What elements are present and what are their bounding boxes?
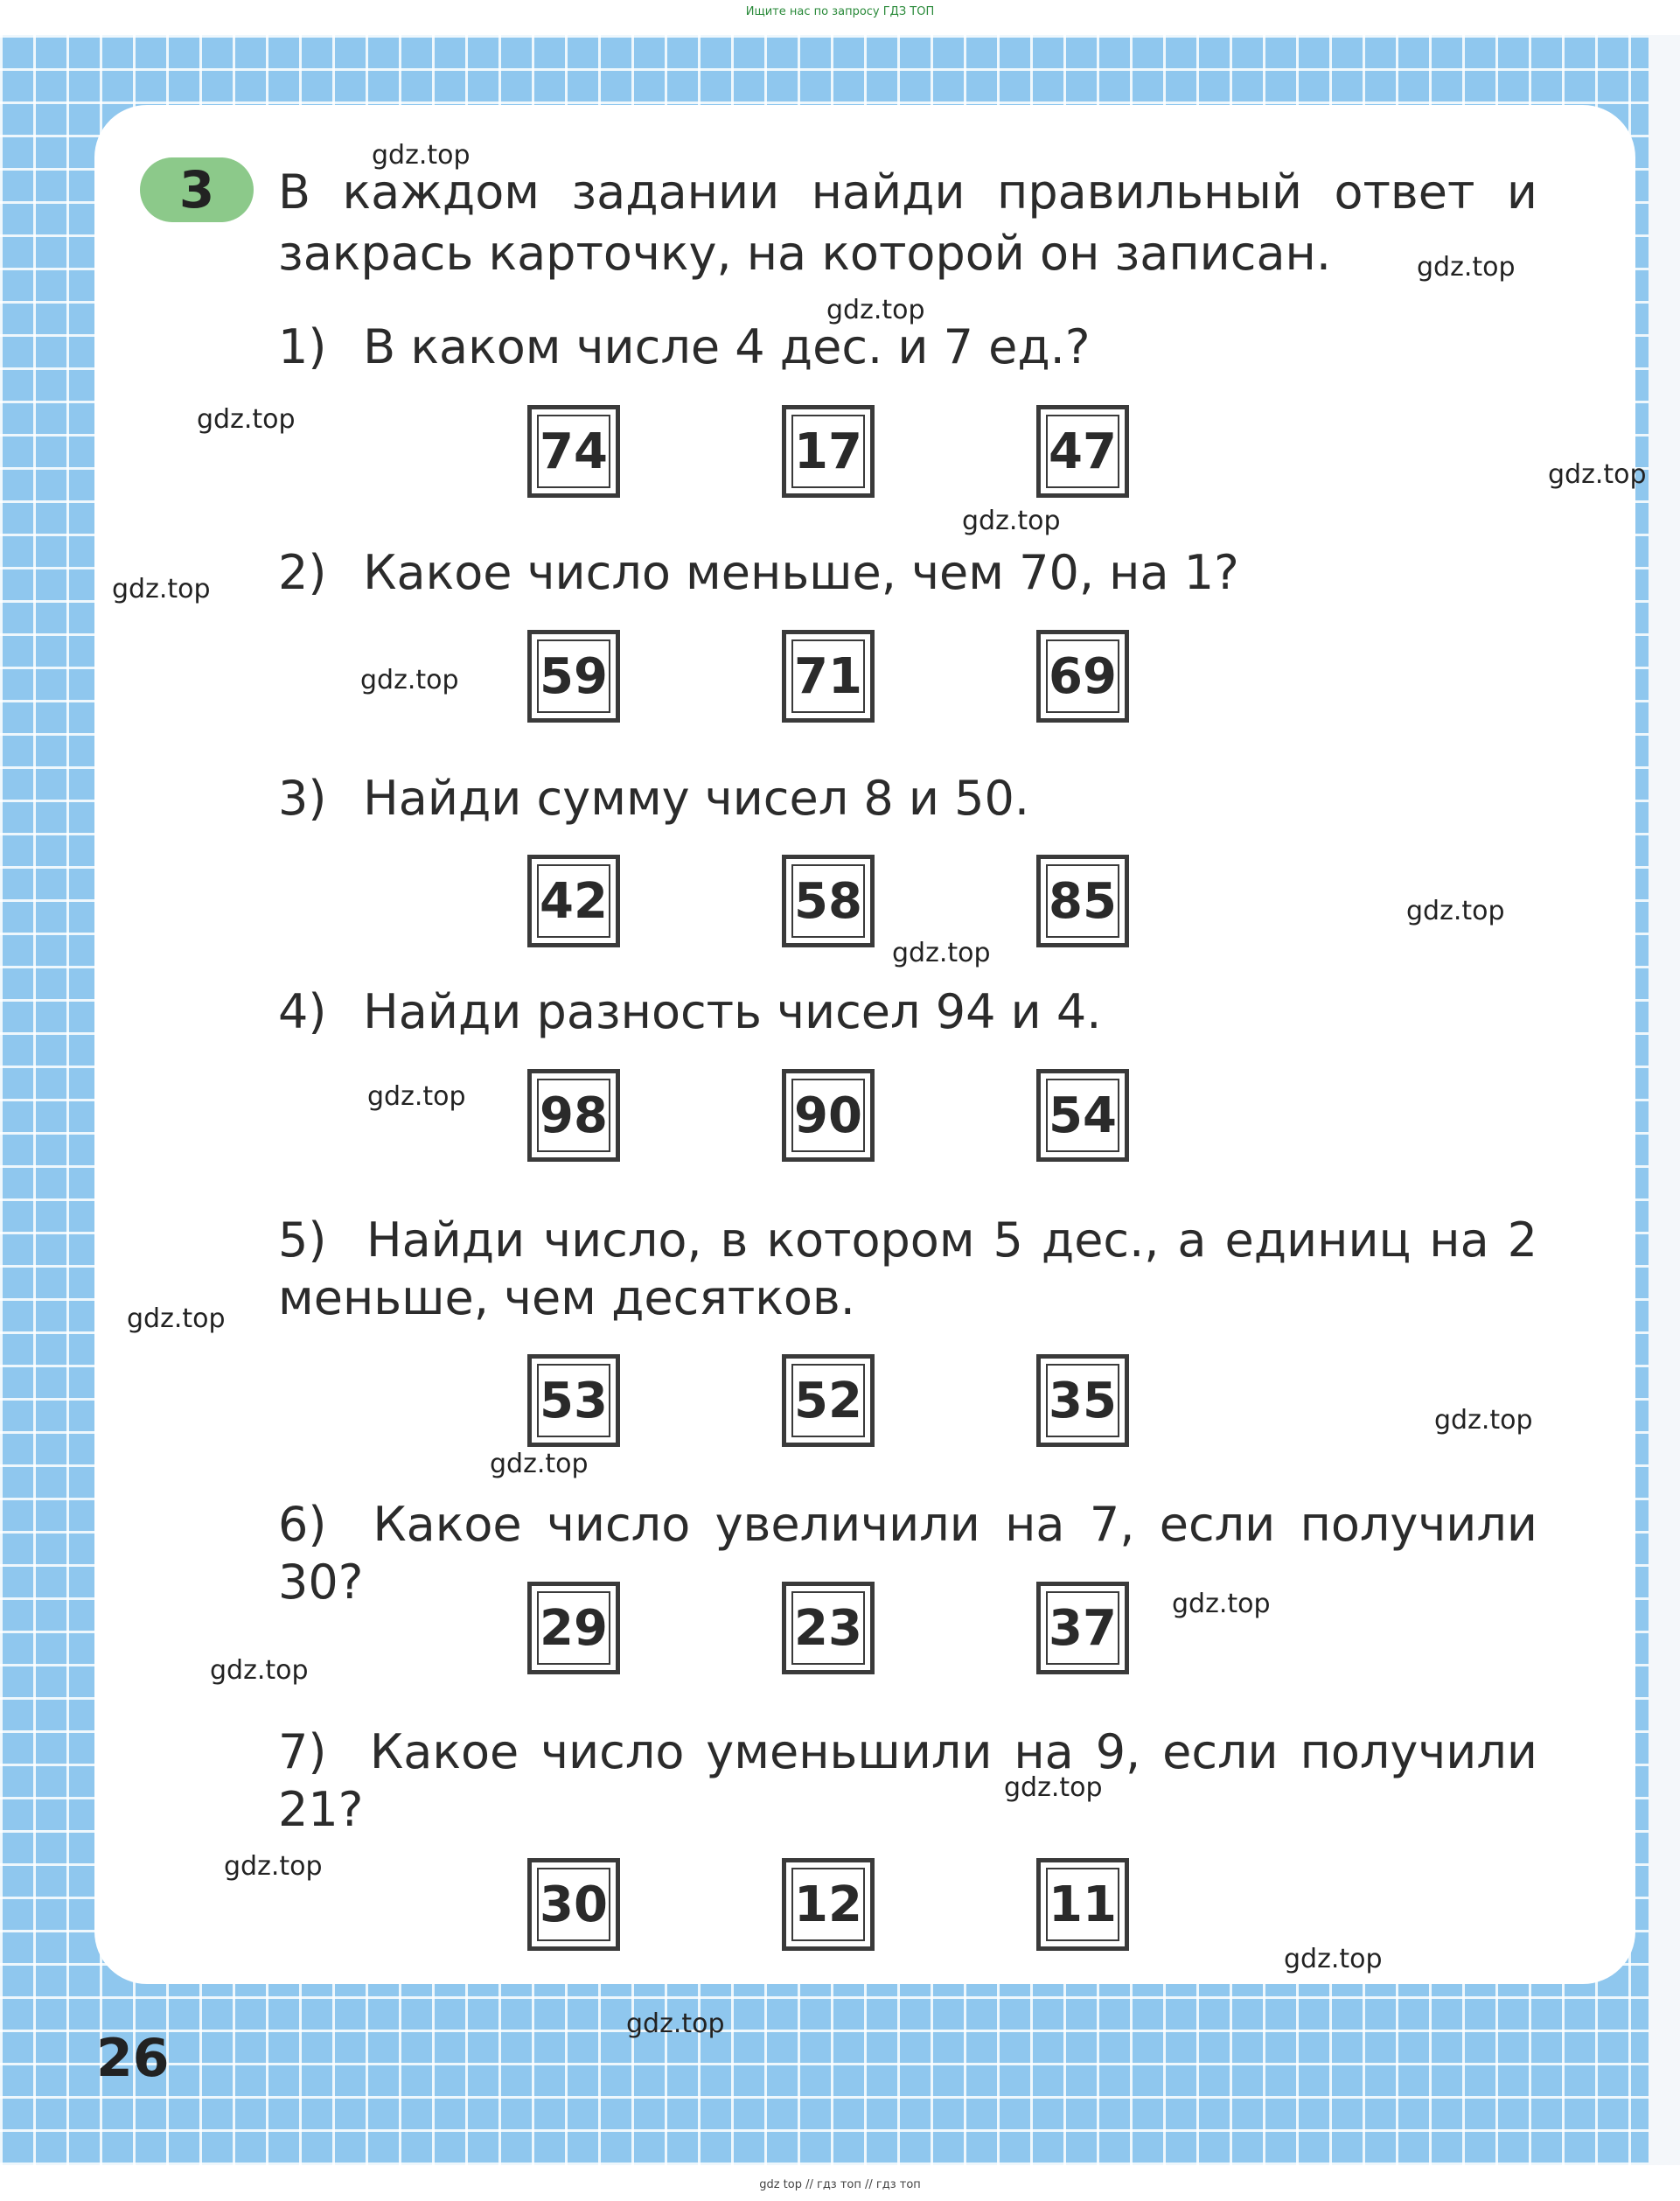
header-note: Ищите нас по запросу ГДЗ ТОП xyxy=(745,5,935,18)
watermark: gdz.top xyxy=(626,2009,725,2039)
answer-card[interactable]: 74 xyxy=(527,405,620,498)
question-text: Найди сумму чисел 8 и 50. xyxy=(363,771,1030,826)
question-3 xyxy=(278,770,1537,828)
answer-card[interactable]: 52 xyxy=(782,1354,875,1447)
question-2 xyxy=(278,544,1537,602)
question-text: В каком числе 4 дес. и 7 ед.? xyxy=(363,319,1091,374)
question-text: Найди разность чисел 94 и 4. xyxy=(363,984,1102,1039)
question-text: Какое число увеличили на 7, если получили 30? xyxy=(278,1497,1537,1610)
answer-card[interactable]: 37 xyxy=(1036,1582,1129,1674)
answer-card[interactable]: 69 xyxy=(1036,630,1129,723)
question-number: 6) xyxy=(278,1497,327,1552)
question-number: 7) xyxy=(278,1724,327,1779)
content-panel xyxy=(94,105,1635,1984)
watermark: gdz.top xyxy=(372,140,471,171)
watermark: gdz.top xyxy=(112,574,211,604)
question-number: 5) xyxy=(278,1212,327,1268)
question-text: Какое число уменьшили на 9, если получили 21? xyxy=(278,1724,1537,1837)
answer-card[interactable]: 17 xyxy=(782,405,875,498)
answer-card[interactable]: 11 xyxy=(1036,1858,1129,1951)
watermark: gdz.top xyxy=(826,295,925,325)
watermark: gdz.top xyxy=(127,1303,226,1334)
question-text: Найди число, в котором 5 дес., а единиц на 2 меньше, чем десятков. xyxy=(278,1212,1537,1325)
watermark: gdz.top xyxy=(892,938,991,968)
watermark: gdz.top xyxy=(490,1449,589,1479)
watermark: gdz.top xyxy=(1434,1405,1533,1436)
answer-card[interactable]: 30 xyxy=(527,1858,620,1951)
answer-card[interactable]: 23 xyxy=(782,1582,875,1674)
watermark: gdz.top xyxy=(224,1851,323,1882)
question-number: 4) xyxy=(278,984,327,1039)
answer-card[interactable]: 54 xyxy=(1036,1069,1129,1162)
watermark: gdz.top xyxy=(197,404,296,435)
answer-card[interactable]: 59 xyxy=(527,630,620,723)
footer-note: gdz top // гдз топ // гдз топ xyxy=(759,2178,921,2191)
answer-card[interactable]: 90 xyxy=(782,1069,875,1162)
answer-card[interactable]: 29 xyxy=(527,1582,620,1674)
answer-card[interactable]: 53 xyxy=(527,1354,620,1447)
question-5 xyxy=(278,1212,1537,1327)
answer-card[interactable]: 42 xyxy=(527,855,620,947)
task-instructions: В каждом задании найди правильный ответ и закрась карточку, на которой он записан. xyxy=(278,164,1537,281)
question-number: 3) xyxy=(278,771,327,826)
question-6 xyxy=(278,1496,1537,1611)
question-text: Какое число меньше, чем 70, на 1? xyxy=(363,545,1239,600)
task-number-badge: 3 xyxy=(140,157,254,222)
watermark: gdz.top xyxy=(1548,459,1647,490)
answer-card[interactable]: 85 xyxy=(1036,855,1129,947)
question-number: 1) xyxy=(278,319,327,374)
answer-card[interactable]: 58 xyxy=(782,855,875,947)
page-number: 26 xyxy=(96,2028,170,2089)
answer-card[interactable]: 12 xyxy=(782,1858,875,1951)
watermark: gdz.top xyxy=(1004,1772,1103,1803)
question-1 xyxy=(278,318,1537,376)
watermark: gdz.top xyxy=(210,1655,309,1686)
watermark: gdz.top xyxy=(962,506,1061,536)
watermark: gdz.top xyxy=(367,1081,466,1112)
answer-card[interactable]: 71 xyxy=(782,630,875,723)
answer-card[interactable]: 35 xyxy=(1036,1354,1129,1447)
question-4 xyxy=(278,983,1537,1041)
question-7 xyxy=(278,1723,1537,1839)
watermark: gdz.top xyxy=(360,665,459,695)
watermark: gdz.top xyxy=(1284,1944,1383,1974)
answer-card[interactable]: 98 xyxy=(527,1069,620,1162)
watermark: gdz.top xyxy=(1417,252,1516,283)
answer-card[interactable]: 47 xyxy=(1036,405,1129,498)
watermark: gdz.top xyxy=(1172,1589,1271,1619)
watermark: gdz.top xyxy=(1406,896,1505,926)
page-edge xyxy=(1649,35,1680,2165)
question-number: 2) xyxy=(278,545,327,600)
